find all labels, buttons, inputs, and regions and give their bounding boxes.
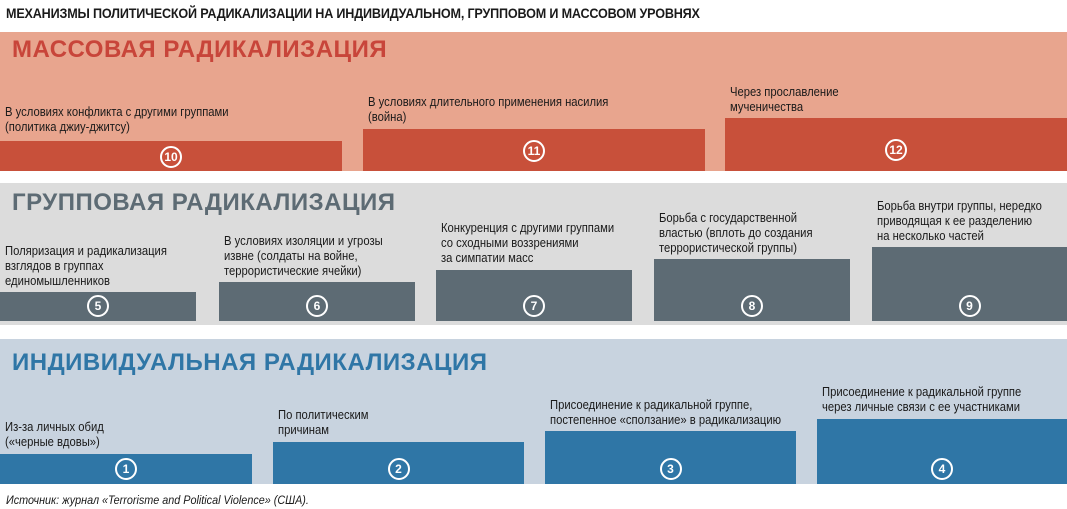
number-badge: 6: [306, 295, 328, 317]
item-label: Конкуренция с другими группами со сходными воззрениями за симпатии масс: [441, 221, 615, 265]
group-item-8: [654, 183, 850, 321]
group-item-6: [219, 183, 415, 321]
number-badge: 10: [160, 146, 182, 168]
mass-item-12: [725, 32, 1067, 171]
number-badge: 7: [523, 295, 545, 317]
individual-band-title: ИНДИВИДУАЛЬНАЯ РАДИКАЛИЗАЦИЯ: [12, 349, 488, 376]
item-label: В условиях конфликта с другими группами (политика джиу-джитсу): [5, 105, 229, 134]
group-band-title: ГРУППОВАЯ РАДИКАЛИЗАЦИЯ: [12, 189, 396, 216]
item-label: В условиях изоляции и угрозы извне (солдаты на войне, террористические ячейки): [224, 234, 383, 278]
individual-item-4: [817, 339, 1067, 484]
chart-title: МЕХАНИЗМЫ ПОЛИТИЧЕСКОЙ РАДИКАЛИЗАЦИИ НА ИНДИВИДУАЛЬНОМ, ГРУППОВОМ И МАССОВОМ УРОВНЯХ: [6, 5, 700, 21]
individual-item-3: [545, 339, 796, 484]
group-bar-7: [436, 270, 632, 321]
mass-band: [0, 32, 1067, 171]
number-badge: 1: [115, 458, 137, 480]
individual-bar-4: [817, 419, 1067, 484]
item-label: Через прославление мученичества: [730, 85, 839, 114]
item-label: По политическим причинам: [278, 408, 369, 437]
number-badge: 3: [660, 458, 682, 480]
group-item-7: [436, 183, 632, 321]
mass-bar-10: [0, 141, 342, 171]
individual-item-1: [0, 339, 252, 484]
number-badge: 12: [885, 139, 907, 161]
item-label: Поляризация и радикализация взглядов в группах единомышленников: [5, 244, 167, 288]
group-bar-6: [219, 282, 415, 321]
mass-item-10: [0, 32, 342, 171]
number-badge: 8: [741, 295, 763, 317]
mass-bar-11: [363, 129, 705, 171]
individual-bar-1: [0, 454, 252, 484]
number-badge: 11: [523, 140, 545, 162]
item-label: Борьба с государственной властью (вплоть до создания террористической группы): [659, 211, 813, 255]
group-item-9: [872, 183, 1067, 321]
group-band: [0, 183, 1067, 325]
item-label: Из-за личных обид («черные вдовы»): [5, 420, 104, 449]
item-label: Присоединение к радикальной группе через личные связи с ее участниками: [822, 385, 1022, 414]
source-note: Источник: журнал «Terrorisme and Political Violence» (США).: [6, 493, 309, 507]
item-label: Присоединение к радикальной группе, постепенное «сползание» в радикализацию: [550, 398, 782, 427]
individual-item-2: [273, 339, 524, 484]
number-badge: 9: [959, 295, 981, 317]
number-badge: 5: [87, 295, 109, 317]
individual-bar-3: [545, 431, 796, 484]
item-label: В условиях длительного применения насилия (война): [368, 95, 609, 124]
group-bar-5: [0, 292, 196, 321]
group-bar-9: [872, 247, 1067, 321]
mass-bar-12: [725, 118, 1067, 171]
individual-bar-2: [273, 442, 524, 484]
number-badge: 4: [931, 458, 953, 480]
mass-item-11: [363, 32, 705, 171]
number-badge: 2: [388, 458, 410, 480]
individual-band: [0, 339, 1067, 484]
mass-band-title: МАССОВАЯ РАДИКАЛИЗАЦИЯ: [12, 36, 388, 63]
group-bar-8: [654, 259, 850, 321]
group-item-5: [0, 183, 196, 321]
item-label: Борьба внутри группы, нередко приводящая к ее разделению на несколько частей: [877, 199, 1042, 243]
